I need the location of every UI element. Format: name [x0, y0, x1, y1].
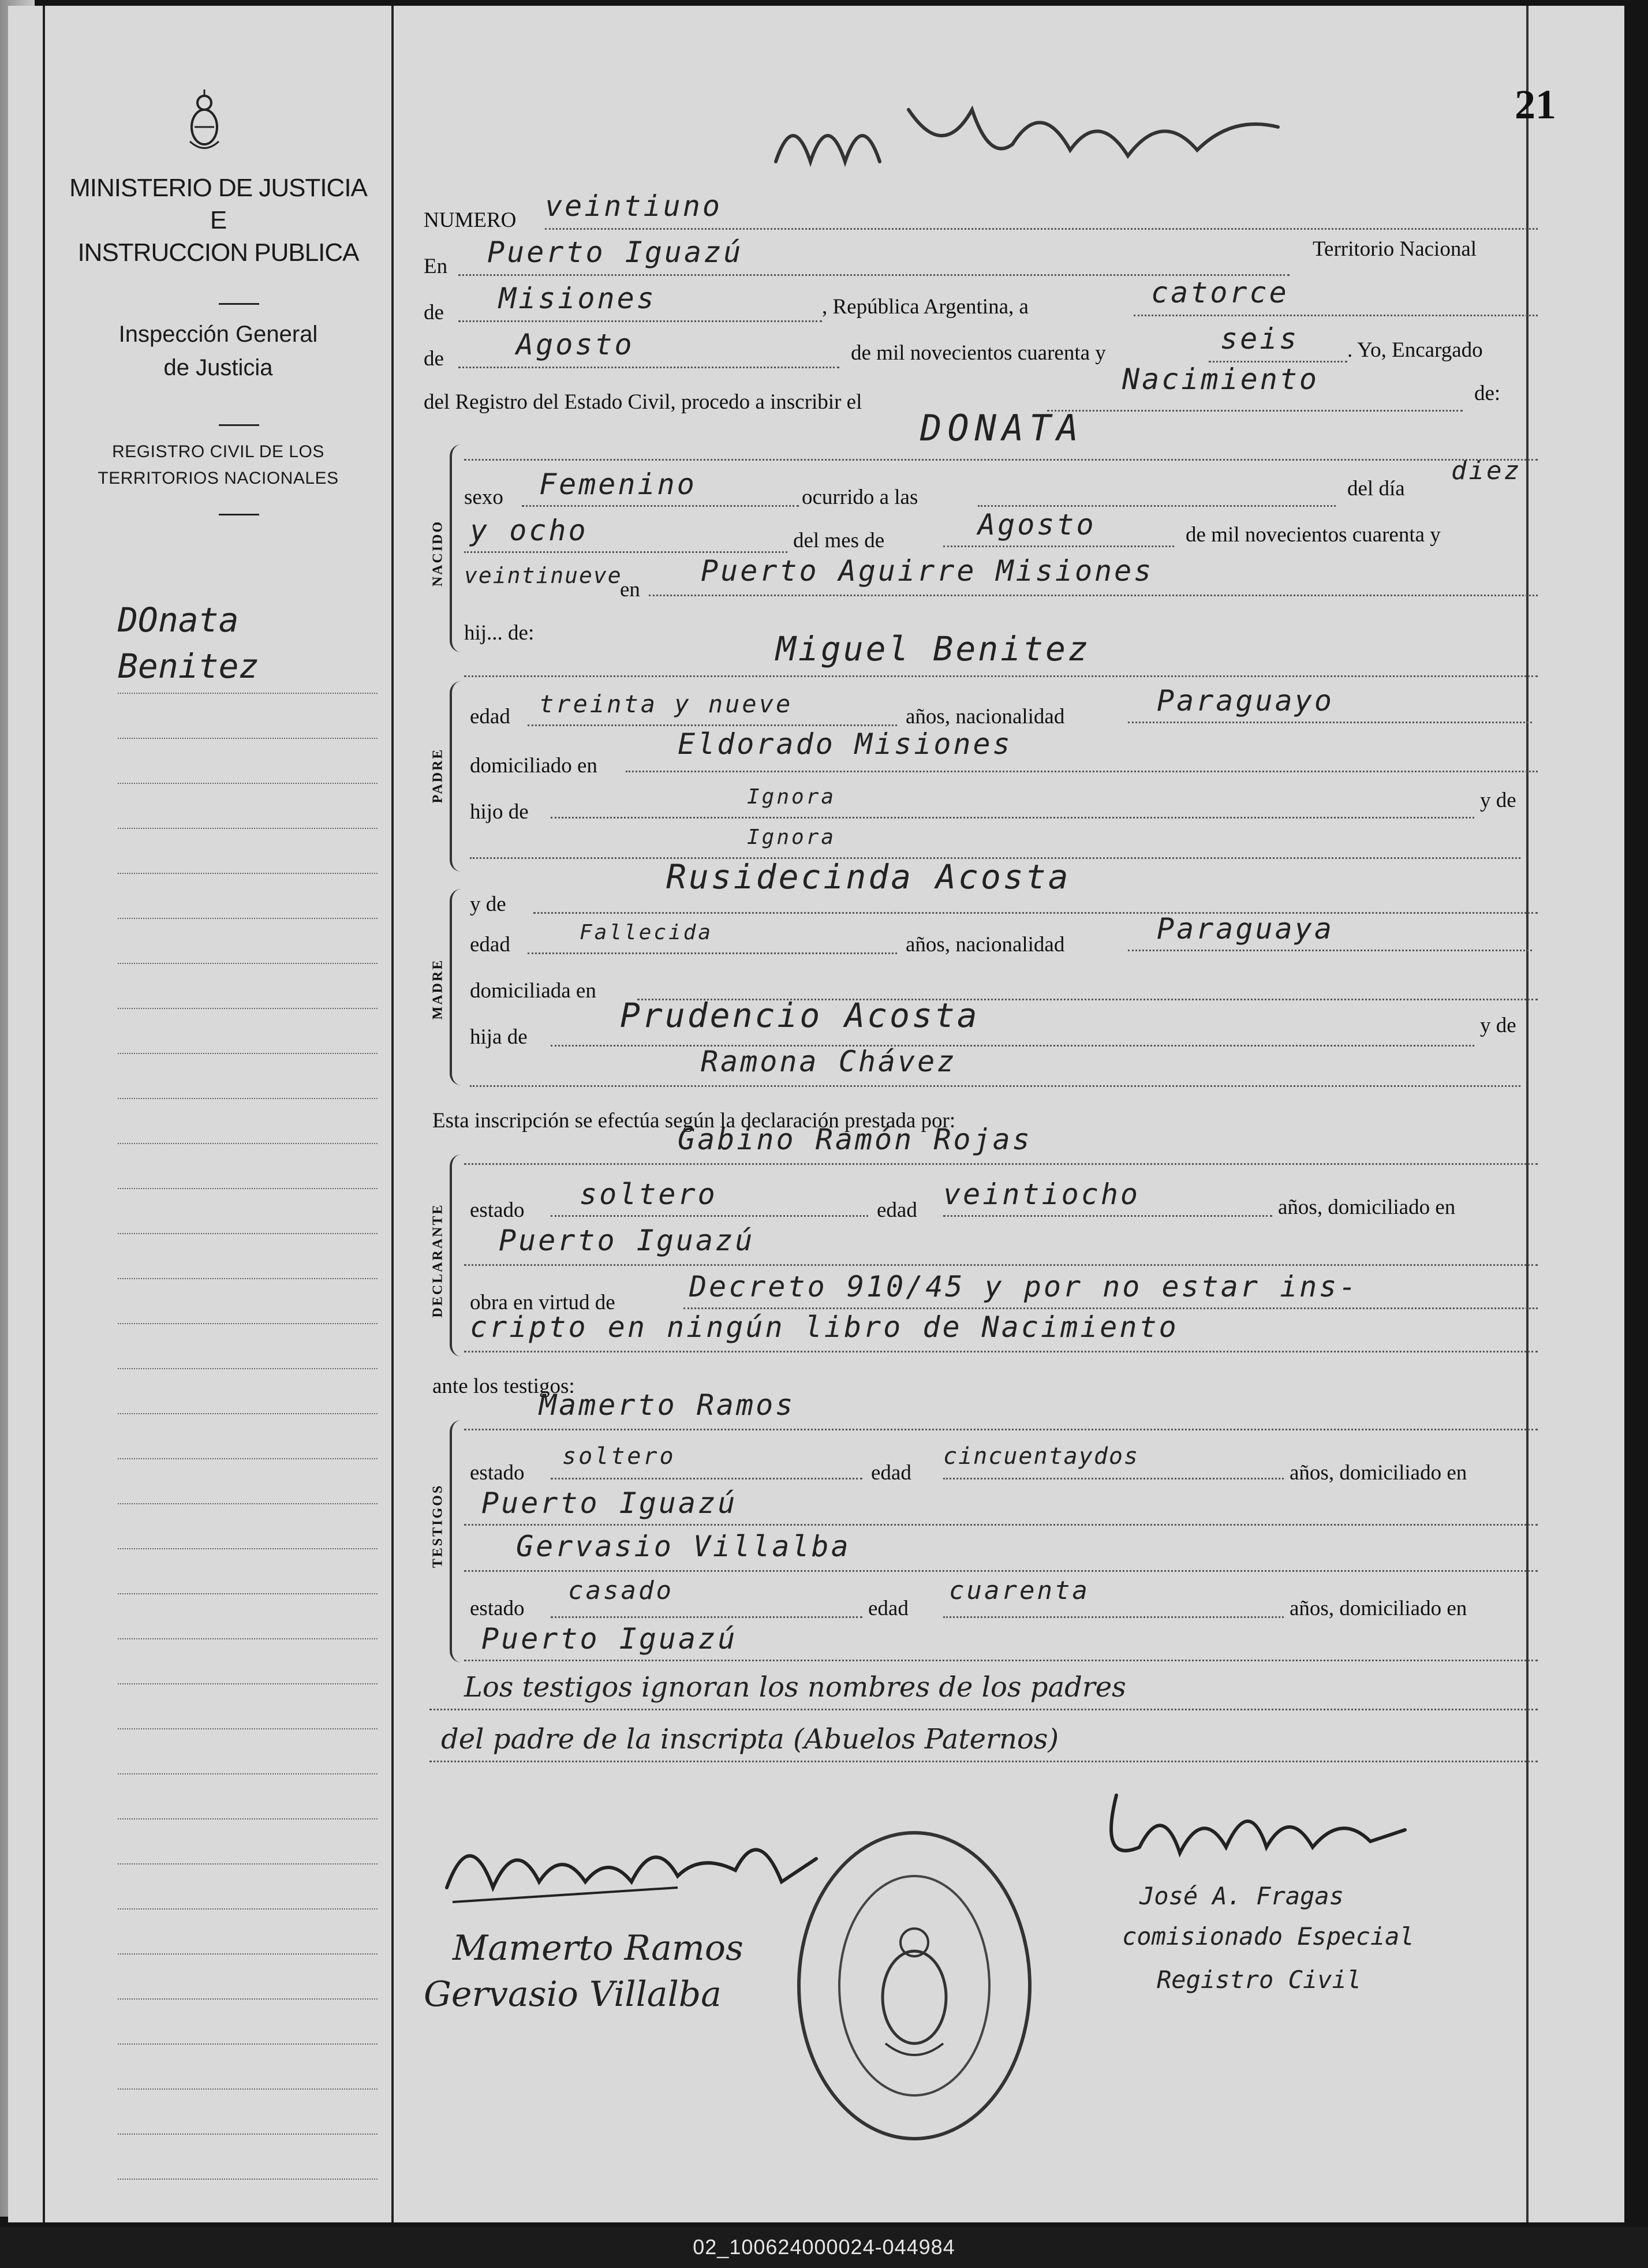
margin-ruled-line — [118, 1008, 378, 1009]
declarante-estado-line — [551, 1215, 868, 1217]
page-right-edge — [1526, 6, 1529, 2222]
mil-label: de mil novecientos cuarenta y — [851, 341, 1106, 365]
lugar-value: Puerto Aguirre Misiones — [701, 554, 1154, 588]
mother-mother-line — [470, 1085, 1520, 1087]
domicilio-label: domiciliada en — [470, 979, 596, 1003]
margin-ruled-line — [118, 1863, 378, 1865]
father-mother: Ignora — [747, 825, 836, 849]
coat-of-arms-icon — [184, 87, 225, 156]
margin-ruled-line — [118, 963, 378, 964]
yo-label: . Yo, Encargado — [1347, 338, 1483, 362]
ministry-line: E — [210, 206, 227, 234]
month-value: Agosto — [516, 328, 634, 361]
numero-value: veintiuno — [545, 189, 722, 223]
numero-line — [545, 228, 1538, 230]
declarante-edad: veintiocho — [943, 1178, 1141, 1211]
nacido-side-label: NACIDO — [430, 520, 446, 587]
margin-ruled-line — [118, 1683, 378, 1684]
ocurrido-label: ocurrido a las — [802, 485, 918, 509]
obra-label: obra en virtud de — [470, 1291, 615, 1314]
margin-ruled-line — [118, 918, 378, 919]
margin-ruled-line — [118, 1548, 378, 1549]
margin-ruled-line — [118, 1278, 378, 1279]
y-de-label: y de — [1480, 1014, 1516, 1037]
official-signature — [1093, 1784, 1417, 1870]
edad-label: edad — [868, 1597, 909, 1620]
margin-surname: Benitez — [118, 647, 259, 686]
dia-value: diez — [1451, 456, 1522, 485]
nacionalidad-label: años, nacionalidad — [906, 933, 1065, 956]
declarante-side-label: DECLARANTE — [430, 1203, 446, 1318]
witness1-estado-line — [551, 1478, 862, 1479]
nacionalidad-label: años, nacionalidad — [906, 705, 1065, 728]
divider — [219, 514, 259, 515]
domicilio-label: años, domiciliado en — [1278, 1195, 1456, 1219]
estado-label: estado — [470, 1597, 525, 1620]
margin-ruled-line — [118, 873, 378, 874]
sexo-label: sexo — [464, 485, 503, 509]
registro-label: del Registro del Estado Civil, procedo a inscribir el — [424, 390, 862, 414]
de-label: de: — [1474, 382, 1501, 405]
madre-side-label: MADRE — [430, 958, 446, 1020]
father-address-line — [626, 771, 1538, 772]
note-line — [429, 1709, 1538, 1710]
margin-ruled-line — [118, 1413, 378, 1414]
margin-ruled-line — [118, 2043, 378, 2045]
obra-line — [683, 1307, 1538, 1309]
margin-ruled-line — [118, 1053, 378, 1054]
note-line — [429, 1761, 1538, 1762]
witness1-domicilio-line — [464, 1524, 1538, 1526]
margin-ruled-line — [118, 2088, 378, 2090]
margin-ruled-line — [118, 1233, 378, 1234]
mother-age: Fallecida — [580, 921, 713, 944]
witness2-domicilio: Puerto Iguazú — [481, 1622, 738, 1656]
registry-line: TERRITORIOS NACIONALES — [98, 469, 339, 488]
inspection-line: Inspección General — [118, 322, 318, 347]
declarante-edad-line — [943, 1215, 1272, 1217]
margin-ruled-line — [118, 2179, 378, 2180]
acto-value: Nacimiento — [1122, 363, 1320, 396]
father-name-line — [464, 675, 1538, 677]
witness2-edad-line — [943, 1616, 1284, 1618]
nacido-brace — [450, 444, 464, 652]
hora-line — [978, 505, 1336, 507]
witness1-signature: Mamerto Ramos — [453, 1928, 743, 1968]
obra-value-cont: cripto en ningún libro de Nacimiento — [470, 1310, 1179, 1344]
obra-value: Decreto 910/45 y por no estar ins- — [689, 1270, 1359, 1303]
margin-ruled-line — [118, 1908, 378, 1910]
inspection-heading — [45, 317, 391, 384]
numero-label: NUMERO — [424, 208, 517, 232]
en-value: Puerto Iguazú — [487, 236, 743, 269]
father-father: Ignora — [747, 785, 836, 809]
mother-mother: Ramona Chávez — [701, 1045, 957, 1078]
mil-label: de mil novecientos cuarenta y — [1186, 523, 1441, 547]
inspection-line: de Justicia — [163, 355, 273, 380]
witness1-name: Mamerto Ramos — [539, 1388, 795, 1422]
father-age-line — [528, 724, 897, 726]
margin-ruled-line — [118, 828, 378, 829]
margin-ruled-line — [118, 1458, 378, 1459]
official-stamp — [793, 1824, 1036, 2147]
mes-value: Agosto — [978, 508, 1096, 541]
margin-ruled-line — [118, 1728, 378, 1729]
obra-line-cont — [464, 1351, 1538, 1352]
witness2-estado-line — [551, 1616, 862, 1618]
edad-label: edad — [877, 1198, 917, 1222]
domicilio-label: años, domiciliado en — [1290, 1461, 1467, 1485]
divider — [219, 303, 259, 305]
handwritten-note: Los testigos ignoran los nombres de los padres — [464, 1671, 1126, 1703]
madre-brace — [450, 889, 464, 1085]
de-label: de — [424, 347, 444, 371]
estado-label: estado — [470, 1461, 525, 1485]
day-line — [1134, 315, 1538, 316]
official-title-cont: Registro Civil — [1157, 1966, 1362, 1994]
father-address: Eldorado Misiones — [678, 727, 1012, 761]
margin-ruled-line — [118, 1593, 378, 1594]
edad-label: edad — [871, 1461, 911, 1485]
hij-label: hij... de: — [464, 621, 535, 645]
month-line — [458, 367, 839, 368]
declarante-domicilio-line — [464, 1264, 1538, 1266]
margin-ruled-line — [118, 738, 378, 739]
declarante-signature — [435, 1801, 839, 1916]
witness2-name-line — [464, 1570, 1538, 1572]
mother-name-line — [533, 912, 1538, 914]
image-id-label: 02_100624000024-044984 — [693, 2235, 955, 2259]
margin-ruled-line — [118, 1098, 378, 1099]
ministry-line: INSTRUCCION PUBLICA — [77, 238, 359, 267]
mother-nationality: Paraguaya — [1157, 912, 1334, 946]
margin-ruled-line — [118, 1638, 378, 1639]
ministry-heading — [45, 172, 391, 269]
folio-number: 21 — [1515, 81, 1556, 128]
father-father-line — [551, 817, 1474, 819]
register-page — [8, 6, 1624, 2222]
declarante-intro: Esta inscripción se efectúa según la declaración prestada por: — [432, 1109, 956, 1133]
margin-ruled-line — [118, 1998, 378, 2000]
child-name: DONATA — [920, 407, 1084, 449]
mes-label: del mes de — [793, 529, 885, 552]
mother-father: Prudencio Acosta — [620, 996, 980, 1035]
declarante-domicilio: Puerto Iguazú — [499, 1224, 755, 1257]
witness1-edad: cincuentaydos — [943, 1443, 1139, 1470]
declarante-name-line — [464, 1163, 1538, 1165]
testigos-intro: ante los testigos: — [432, 1374, 575, 1398]
testigos-side-label: TESTIGOS — [430, 1484, 446, 1568]
father-nationality-line — [1128, 722, 1532, 723]
edad-label: edad — [470, 705, 510, 728]
lugar-line — [649, 595, 1538, 596]
en-label: en — [620, 578, 640, 601]
edad-label: edad — [470, 933, 510, 956]
year-value: veintinueve — [464, 563, 622, 588]
handwritten-note-cont: del padre de la inscripta (Abuelos Paternos) — [441, 1723, 1059, 1755]
padre-side-label: PADRE — [430, 748, 446, 804]
year-value: seis — [1220, 322, 1299, 356]
mother-name: Rusidecinda Acosta — [666, 857, 1071, 896]
day-value: catorce — [1151, 276, 1289, 309]
mother-nationality-line — [1128, 950, 1532, 951]
father-name: Miguel Benitez — [776, 629, 1090, 668]
margin-ruled-line — [118, 1773, 378, 1774]
mother-age-line — [528, 952, 897, 954]
republica-label: , República Argentina, a — [822, 295, 1029, 319]
domicilio-label: domiciliado en — [470, 754, 597, 778]
margin-ruled-line — [118, 1368, 378, 1369]
official-title: comisionado Especial — [1122, 1922, 1414, 1951]
margin-ruled-line — [118, 693, 378, 694]
declarante-name: Gabino Ramón Rojas — [678, 1123, 1032, 1156]
y-de-label: y de — [470, 892, 506, 916]
padre-brace — [450, 681, 464, 872]
witness1-domicilio: Puerto Iguazú — [481, 1486, 738, 1520]
registry-line: REGISTRO CIVIL DE LOS — [112, 442, 324, 461]
margin-ruled-line — [118, 1818, 378, 1819]
divider — [219, 424, 259, 426]
de-label: de — [424, 301, 444, 324]
witness1-name-line — [464, 1429, 1538, 1430]
registry-heading — [45, 439, 391, 492]
father-nationality: Paraguayo — [1157, 684, 1334, 718]
declarante-brace — [450, 1154, 464, 1357]
dia-label: del día — [1347, 477, 1405, 500]
margin-name: DOnata — [118, 600, 239, 640]
sexo-line — [522, 505, 799, 507]
domicilio-label: años, domiciliado en — [1290, 1597, 1467, 1620]
witness2-signature: Gervasio Villalba — [424, 1974, 722, 2015]
margin-ruled-line — [118, 1503, 378, 1504]
margin-ruled-line — [118, 1188, 378, 1189]
child-name-line — [464, 459, 1538, 461]
declarante-estado: soltero — [580, 1178, 718, 1211]
witness2-edad: cuarenta — [949, 1576, 1090, 1605]
dia-value-cont: y ocho — [470, 514, 588, 547]
margin-ruled-line — [118, 1143, 378, 1144]
mother-father-line — [551, 1045, 1474, 1047]
dia-line — [464, 551, 787, 553]
margin-ruled-line — [118, 1953, 378, 1955]
witness2-domicilio-line — [464, 1660, 1538, 1661]
ministry-line: MINISTERIO DE JUSTICIA — [69, 174, 367, 202]
territorio-label: Territorio Nacional — [1313, 237, 1477, 261]
father-age: treinta y nueve — [539, 690, 793, 718]
acto-line — [1047, 410, 1463, 412]
testigos-brace — [450, 1420, 464, 1662]
margin-ruled-line — [118, 2134, 378, 2135]
province-line — [458, 320, 822, 322]
y-de-label: y de — [1480, 789, 1516, 812]
hijo-de-label: hijo de — [470, 800, 529, 824]
margin-ruled-line — [118, 1323, 378, 1324]
witness1-edad-line — [943, 1478, 1284, 1479]
sexo-value: Femenino — [539, 468, 697, 501]
witness1-estado: soltero — [562, 1443, 676, 1470]
province-value: Misiones — [499, 282, 656, 315]
mes-line — [943, 545, 1174, 547]
estado-label: estado — [470, 1198, 525, 1222]
hija-de-label: hija de — [470, 1025, 528, 1049]
witness2-name: Gervasio Villalba — [516, 1530, 851, 1563]
margin-ruled-line — [118, 783, 378, 784]
official-name: José A. Fragas — [1139, 1882, 1344, 1910]
header-scribble — [770, 75, 1290, 185]
en-label: En — [424, 255, 448, 278]
witness2-estado: casado — [568, 1576, 674, 1605]
